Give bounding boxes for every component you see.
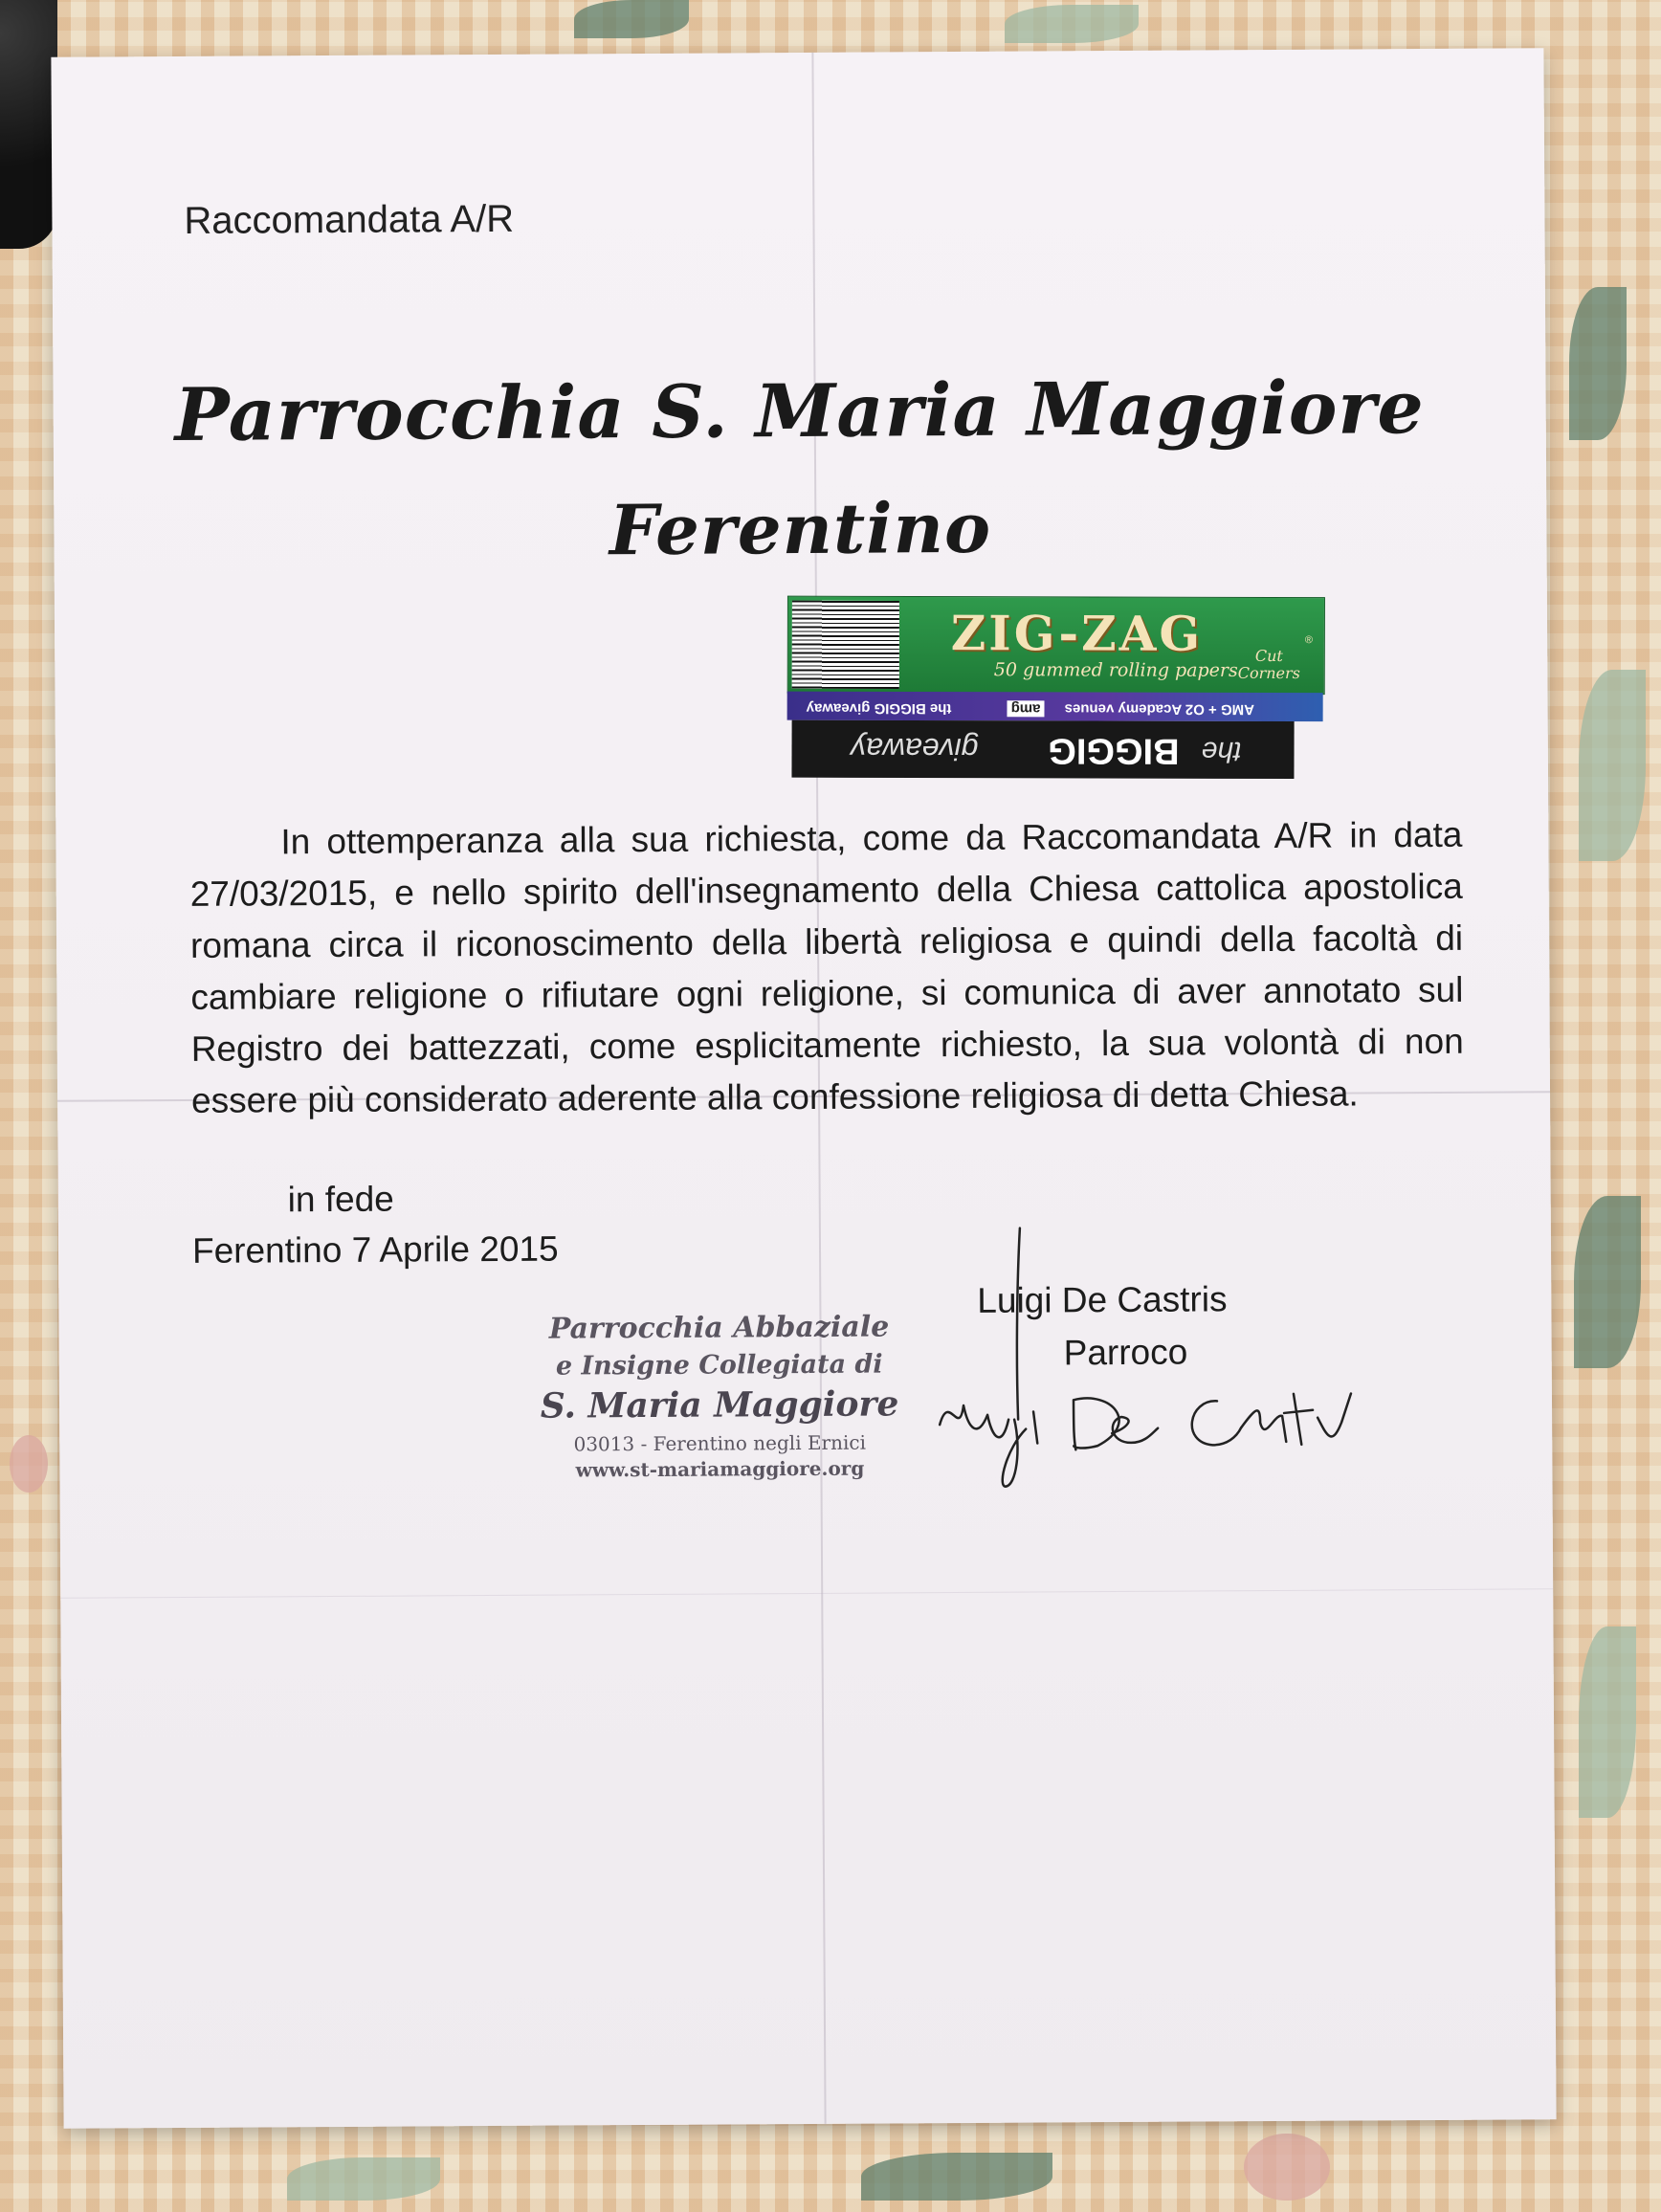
cut-line-2: Corners [1237, 663, 1300, 683]
zigzag-cut-corners [1238, 648, 1300, 682]
handwritten-signature [929, 1197, 1390, 1515]
barcode-icon [792, 601, 899, 689]
biggig-logo: BIGGIG [1048, 730, 1180, 771]
letterhead-title: Parrocchia S. Maria Maggiore [174, 365, 1426, 458]
rolling-papers-pack [786, 596, 1323, 836]
stamp-line-2: e Insigne Collegiata di [555, 1349, 883, 1382]
tablecloth-leaf [1574, 1196, 1641, 1368]
tablecloth-flower [1244, 2134, 1330, 2201]
zigzag-promo-band [787, 692, 1323, 721]
tablecloth-leaf [861, 2153, 1052, 2201]
zigzag-green-cover [787, 596, 1325, 695]
biggig-black-band [791, 720, 1294, 779]
stamp-line-4: 03013 - Ferentino negli Ernici [573, 1430, 867, 1456]
header-note: Raccomandata A/R [184, 197, 515, 242]
band-text-1: the BIGGIG giveaway [806, 699, 952, 718]
letter-body: In ottemperanza alla sua richiesta, come da Raccomandata A/R in data 27/03/2015, e nello spirito dell'insegnamento della Chiesa cattolica apostolica romana circa il riconoscimento della libertà religiosa e quindi della facoltà di cambiare religione o rifiutare ogni religione, si comunica di aver annotato sul Registro dei battezzati, come esplicitamente richiesto, la sua volontà di non essere più considerato aderente alla confessione religiosa di detta Chiesa. [189, 814, 1464, 1120]
biggig-giveaway: giveaway [851, 731, 979, 767]
place-date: Ferentino 7 Aprile 2015 [191, 1228, 559, 1271]
tablecloth-leaf [1569, 287, 1627, 440]
tablecloth-leaf [1579, 1626, 1636, 1818]
band-text-2: amg [1008, 700, 1045, 717]
letter-paper [51, 48, 1556, 2128]
tablecloth-leaf [1005, 5, 1139, 43]
black-object [0, 0, 57, 249]
stamp-line-1: Parrocchia Abbaziale [548, 1310, 890, 1346]
fold-line-horizontal [60, 1588, 1553, 1599]
registered-mark: ® [1304, 634, 1313, 647]
tablecloth-flower [10, 1435, 48, 1493]
tablecloth-leaf [287, 2157, 440, 2201]
zigzag-subtitle: 50 gummed rolling papers [993, 659, 1238, 681]
tablecloth-leaf [1579, 670, 1646, 861]
band-text-3: AMG + O2 Academy venues [1064, 700, 1254, 718]
letterhead-city: Ferentino [609, 486, 992, 571]
parish-stamp [508, 1295, 930, 1518]
cut-line-1: Cut [1254, 646, 1283, 666]
signer-role: Parroco [1063, 1332, 1188, 1373]
biggig-the: the [1201, 735, 1242, 767]
zigzag-brand: ZIG-ZAG [950, 605, 1204, 662]
stamp-line-3: S. Maria Maggiore [540, 1383, 899, 1427]
signer-name: Luigi De Castris [977, 1279, 1228, 1320]
tablecloth-leaf [574, 0, 689, 38]
closing: in fede [287, 1179, 394, 1220]
stamp-line-5: www.st-mariamaggiore.org [575, 1456, 865, 1482]
